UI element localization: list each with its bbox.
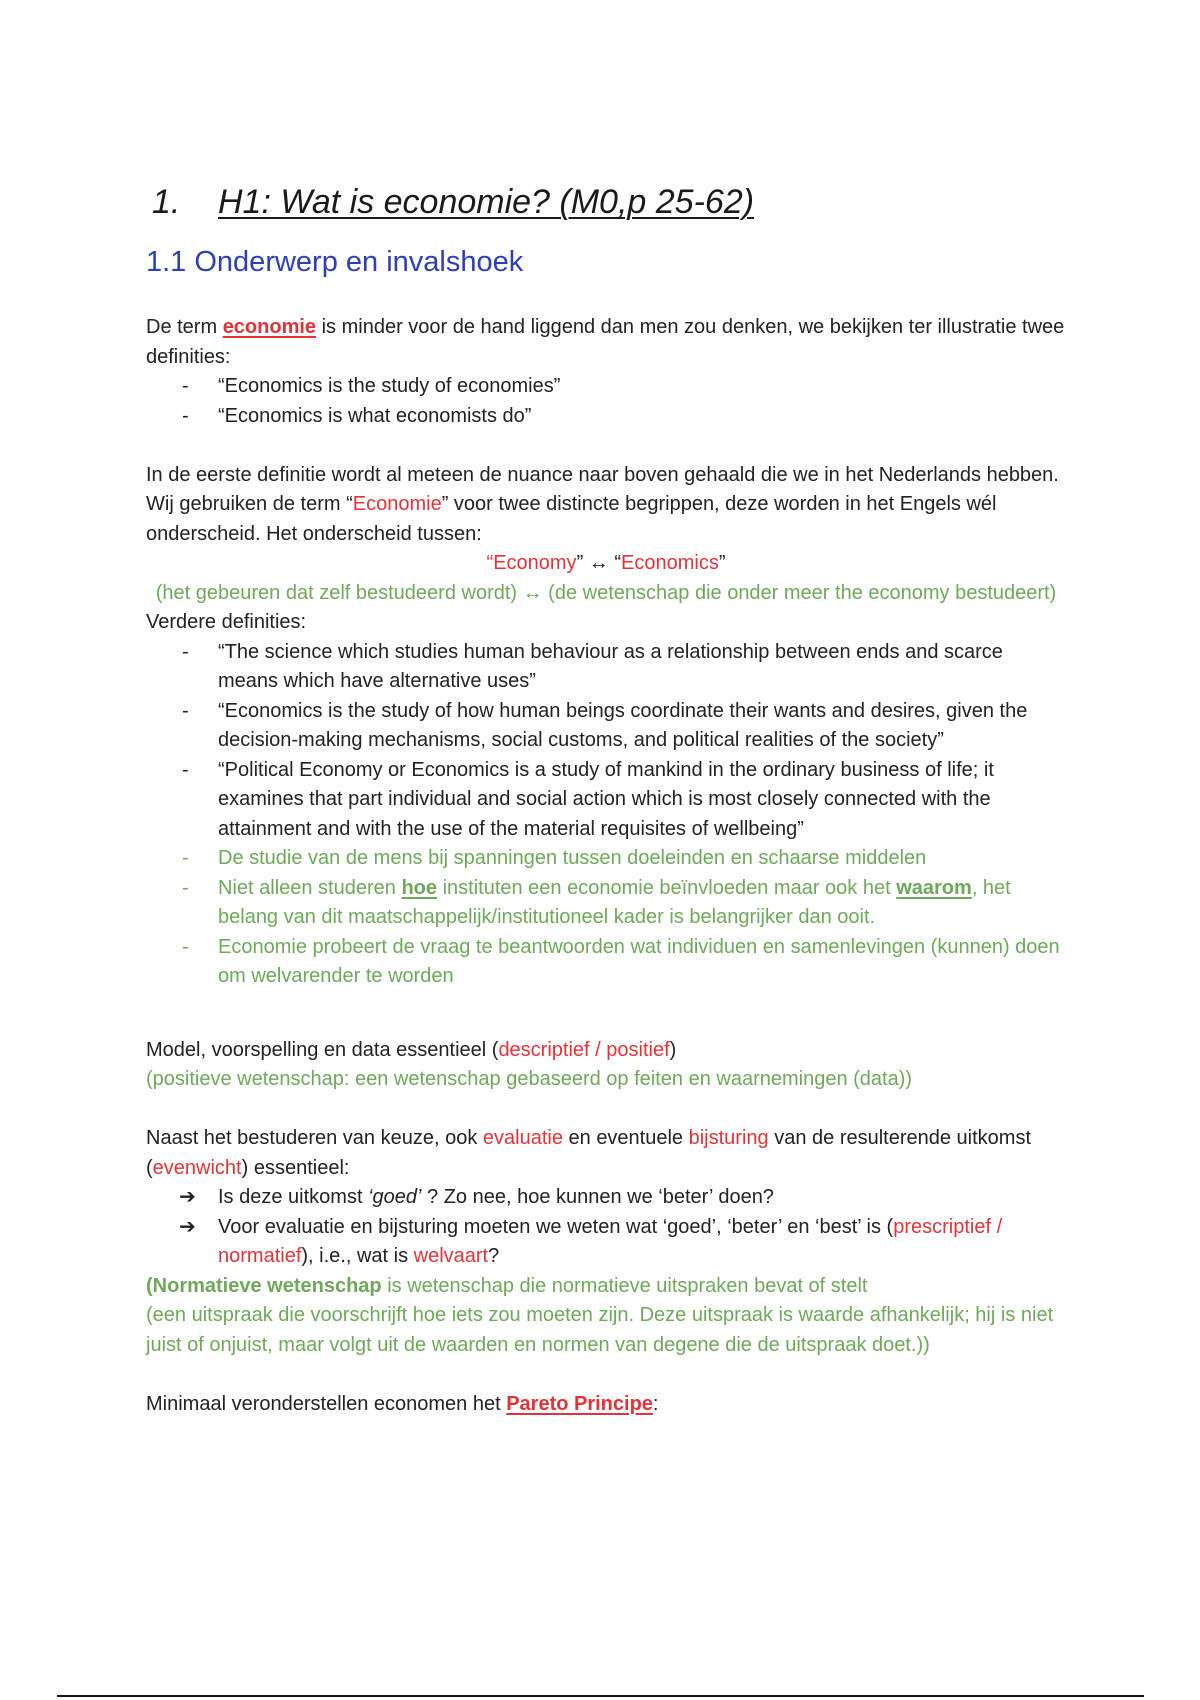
list-item: - Economie probeert de vraag te beantwoorden wat individuen en samenlevingen (kunnen) doen om welvarender te worden (182, 935, 1060, 987)
list-item: - “Economics is the study of how human beings coordinate their wants and desires, given the decision-making mechanisms, social customs, and political realities of the society” (182, 699, 1028, 751)
list-item: ➔ Is deze uitkomst ‘goed’ ? Zo nee, hoe kunnen we ‘beter’ doen? (146, 1183, 1066, 1213)
normative-statement-note: (een uitspraak die voorschrijft hoe iets zou moeten zijn. Deze uitspraak is waarde afhankelijk; hij is niet juist of onjuist, maar volgt uit de waarden en normen van degene die de uitspraak doet.)) (146, 1304, 1054, 1356)
chapter-title: H1: Wat is economie? (M0,p 25-62) (218, 183, 755, 221)
term-waarom: waarom (896, 876, 972, 899)
further-definitions-list (146, 638, 1066, 992)
economy-vs-economics-explanation: (het gebeuren dat zelf bestudeerd wordt) ↔ (de wetenschap die onder meer the economy bestudeert) (155, 581, 1057, 604)
chapter-heading (152, 183, 754, 222)
list-item: - “Economics is the study of economies” (182, 375, 561, 397)
list-item: - “The science which studies human behaviour as a relationship between ends and scarce means which have alternative uses” (182, 640, 1003, 692)
section-heading: 1.1 Onderwerp en invalshoek (146, 246, 524, 278)
evaluation-paragraph: Naast het bestuderen van keuze, ook evaluatie en eventuele bijsturing van de resulterende uitkomst (evenwicht) essentieel: (146, 1127, 1032, 1179)
chapter-number: 1. (152, 183, 181, 221)
term-economy: Economy (493, 552, 577, 574)
intro-paragraph: De term economie is minder voor de hand liggend dan men zou denken, we bekijken ter illustratie twee definities: (146, 316, 1065, 368)
document-body (146, 313, 1066, 1419)
term-pareto-principe: Pareto Principe (506, 1392, 653, 1415)
arrow-icon: ➔ (179, 1215, 196, 1238)
term-hoe: hoe (401, 876, 438, 899)
intro-definitions-list (146, 372, 1066, 431)
page-bottom-rule (57, 1695, 1144, 1697)
pareto-paragraph: Minimaal veronderstellen economen het Pareto Principe: (146, 1392, 659, 1415)
arrow-icon: ➔ (179, 1186, 196, 1208)
further-definitions-label: Verdere definities: (146, 611, 307, 633)
list-item: - “Political Economy or Economics is a study of mankind in the ordinary business of life; it examines that part individual and social action which is most closely connected with the attainment and with the use of the material requisites of wellbeing” (182, 758, 994, 840)
list-item: ➔ Voor evaluatie en bijsturing moeten we weten wat ‘goed’, ‘beter’ en ‘best’ is (prescriptief / normatief), i.e., wat is welvaart? (146, 1213, 1066, 1272)
list-item: - Niet alleen studeren hoe instituten een economie beïnvloeden maar ook het waarom, het belang van dit maatschappelijk/institutioneel kader is belangrijker dan ooit. (182, 876, 1011, 928)
list-item: - De studie van de mens bij spanningen tussen doeleinden en schaarse middelen (182, 847, 927, 869)
model-paragraph: Model, voorspelling en data essentieel (descriptief / positief) (146, 1038, 677, 1061)
term-economie: economie (222, 316, 317, 338)
term-economics: Economics (621, 552, 719, 574)
evaluation-questions-list (146, 1183, 1066, 1272)
normative-science-note: (Normatieve wetenschap is wetenschap die normatieve uitspraken bevat of stelt (146, 1274, 868, 1297)
positive-science-note: (positieve wetenschap: een wetenschap gebaseerd op feiten en waarnemingen (data)) (146, 1068, 913, 1090)
economy-vs-economics: “Economy” ↔ “Economics” (486, 552, 726, 574)
list-item: - “Economics is what economists do” (182, 404, 532, 427)
nuance-paragraph: In de eerste definitie wordt al meteen de nuance naar boven gehaald die we in het Nederlands hebben. Wij gebruiken de term “Economie” voor twee distincte begrippen, deze worden in het Engels wél onderscheid. Het onderscheid tussen: (146, 463, 1059, 545)
